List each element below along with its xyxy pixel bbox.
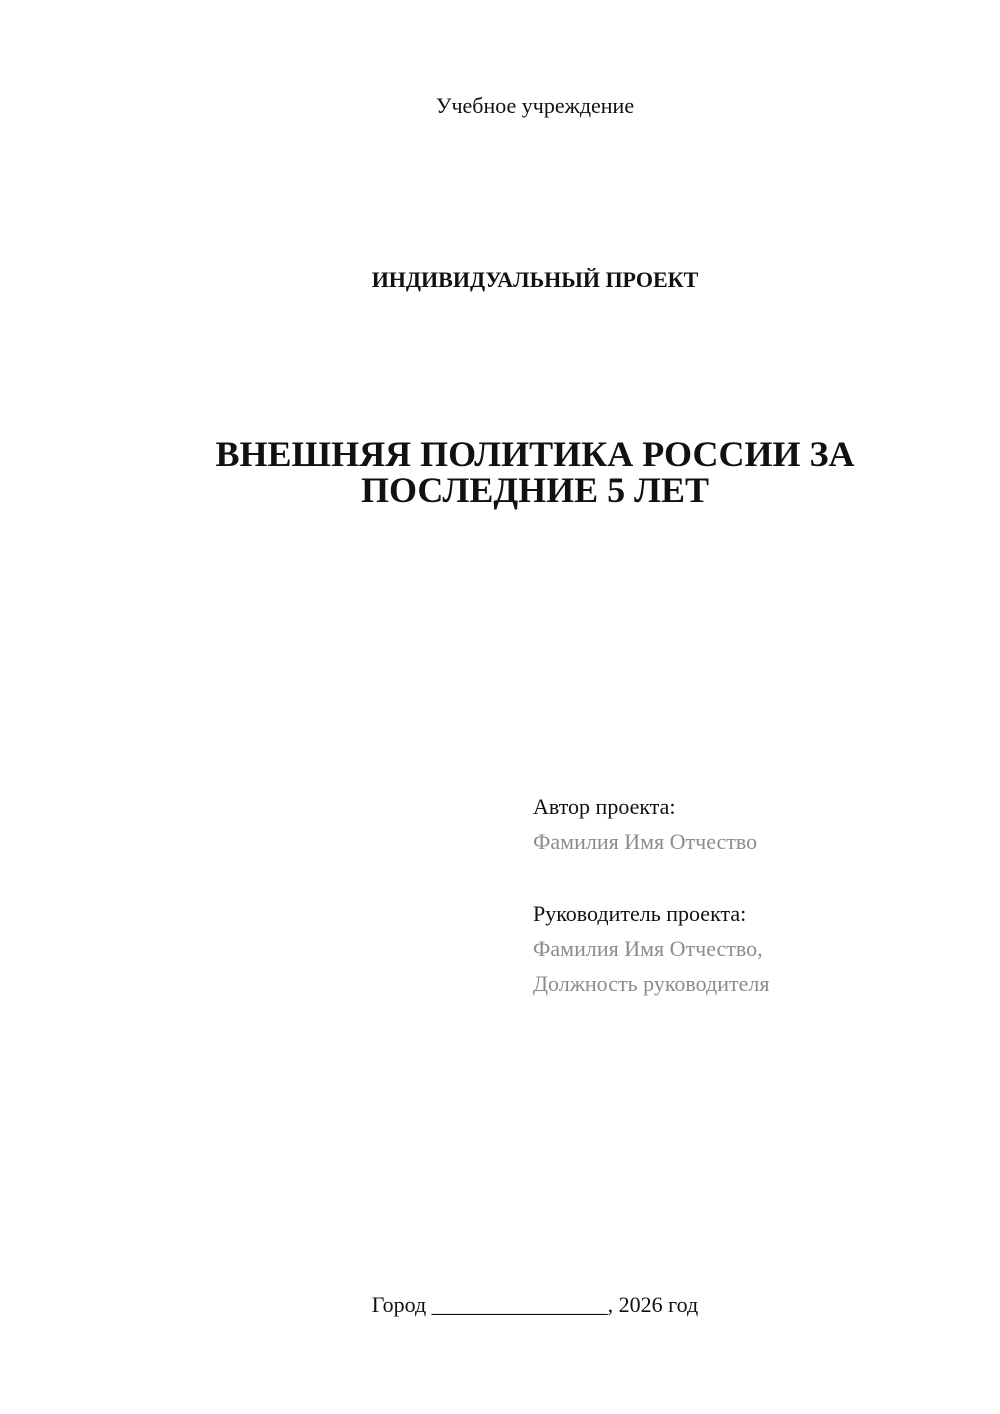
supervisor-position-placeholder: Должность руководителя [533,971,770,996]
project-title-line-1: ВНЕШНЯЯ ПОЛИТИКА РОССИИ ЗА [215,434,855,474]
supervisor-name-placeholder: Фамилия Имя Отчество, [533,936,763,961]
supervisor-label: Руководитель проекта: [533,901,747,926]
city-year-footer: Город ________________, 2026 год [371,1292,699,1317]
project-credits [533,789,973,1001]
project-title-line-2: ПОСЛЕДНИЕ 5 ЛЕТ [360,470,709,510]
project-title [50,436,1000,508]
institution-name: Учебное учреждение [435,93,635,118]
supervisor-block [533,896,973,1001]
project-type-heading: ИНДИВИДУАЛЬНЫЙ ПРОЕКТ [371,267,699,292]
author-label: Автор проекта: [533,794,676,819]
author-block [533,789,973,859]
author-name-placeholder: Фамилия Имя Отчество [533,829,758,854]
